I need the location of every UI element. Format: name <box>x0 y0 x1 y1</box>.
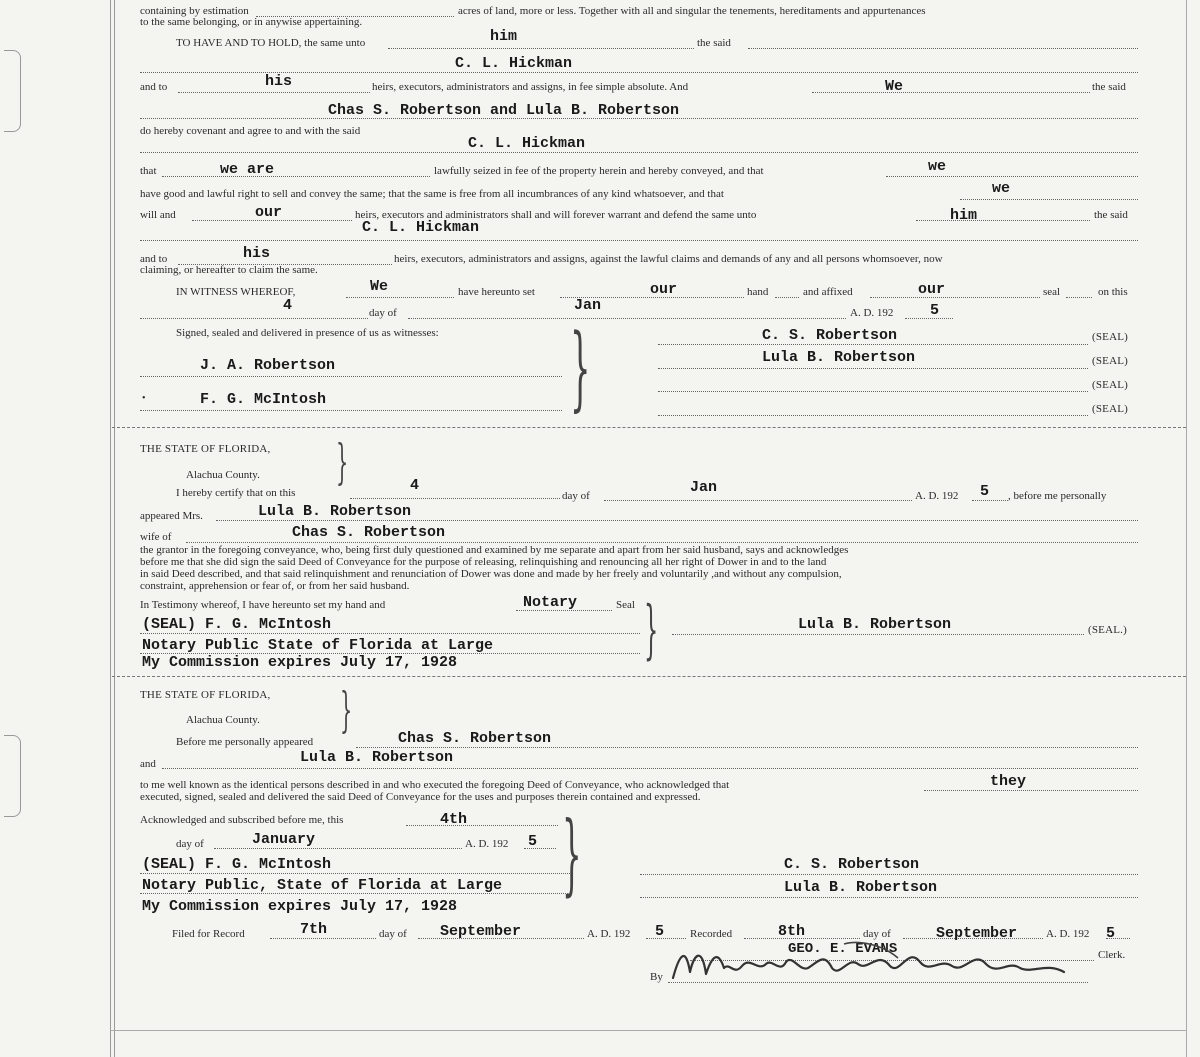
brace: } <box>562 802 582 905</box>
fill-line <box>672 634 1084 635</box>
typed-value: his <box>243 245 271 262</box>
fill-line <box>356 747 1138 748</box>
margin-rule <box>110 0 115 1057</box>
typed-value: 5 <box>655 923 665 940</box>
printed-text: containing by estimation <box>140 5 249 17</box>
typed-value: Jan <box>574 297 602 314</box>
typed-value: C. L. Hickman <box>362 219 480 236</box>
fill-line <box>905 318 953 319</box>
fill-line <box>886 176 1138 177</box>
typed-value: Lula B. Robertson <box>258 503 412 520</box>
fill-line <box>140 633 640 634</box>
fill-line <box>916 220 1090 221</box>
printed-text: , before me personally <box>1008 490 1107 502</box>
typed-value: his <box>265 73 293 90</box>
printed-text: hand <box>747 286 769 298</box>
fill-line <box>972 500 1008 501</box>
witness-name: F. G. McIntosh <box>200 391 327 408</box>
printed-text: Filed for Record <box>172 928 245 940</box>
signer-name: Lula B. Robertson <box>798 616 952 633</box>
fill-line <box>812 92 1090 93</box>
typed-value: 5 <box>1106 925 1116 942</box>
printed-text: A. D. 192 <box>1046 928 1090 940</box>
binder-tab <box>4 735 21 817</box>
notary-line: (SEAL) F. G. McIntosh <box>142 616 332 633</box>
printed-text: have hereunto set <box>458 286 535 298</box>
typed-value: 4 <box>283 297 293 314</box>
fill-line <box>658 391 1088 392</box>
typed-value: 4th <box>440 811 468 828</box>
typed-value: We <box>370 278 389 295</box>
typed-value: 7th <box>300 921 328 938</box>
printed-text: executed, signed, sealed and delivered the said Deed of Conveyance for the uses and purposes therein contained and expressed. <box>140 791 701 803</box>
printed-text: and to <box>140 81 168 93</box>
printed-text: do hereby covenant and agree to and with the said <box>140 125 361 137</box>
printed-text: A. D. 192 <box>465 838 509 850</box>
notary-line: Notary Public State of Florida at Large <box>142 637 494 654</box>
printed-text: constraint, apprehension or fear of, or from her said husband. <box>140 580 410 592</box>
fill-line <box>775 297 799 298</box>
fill-line <box>214 848 462 849</box>
printed-text: have good and lawful right to sell and convey the same; that the same is free from all incumbrances of any kind whatsoever, and that <box>140 188 724 200</box>
typed-value: January <box>252 831 316 848</box>
fill-line <box>870 297 1040 298</box>
fill-line <box>186 542 1138 543</box>
printed-text: Clerk. <box>1098 949 1126 961</box>
fill-line <box>140 873 570 874</box>
printed-text: the said <box>697 37 731 49</box>
section-divider <box>112 676 1186 677</box>
printed-text: seal <box>1043 286 1061 298</box>
printed-text: acres of land, more or less. Together with all and singular the tenements, hereditaments and appurtenances <box>458 5 926 17</box>
fill-line <box>140 410 562 411</box>
fill-line <box>140 152 1138 153</box>
typed-value: Chas S. Robertson and Lula B. Robertson <box>328 102 680 119</box>
printed-text: will and <box>140 209 176 221</box>
printed-text: heirs, executors, administrators and assigns, against the lawful claims and demands of any and all persons whomsoever, now <box>394 253 943 265</box>
county-heading: Alachua County. <box>186 469 260 481</box>
printed-text: the said <box>1094 209 1128 221</box>
printed-text: the grantor in the foregoing conveyance, who, being first duly questioned and examined by me separate and apart from her said husband, says and acknowledges <box>140 544 849 556</box>
state-heading: THE STATE OF FLORIDA, <box>140 689 271 701</box>
seal-label: (SEAL) <box>1092 331 1129 343</box>
typed-value: Chas S. Robertson <box>398 730 552 747</box>
seal-label: (SEAL) <box>1092 379 1129 391</box>
fill-line <box>162 176 430 177</box>
binder-tab <box>4 50 21 132</box>
fill-line <box>604 500 912 501</box>
printed-text: A. D. 192 <box>915 490 959 502</box>
fill-line <box>346 297 454 298</box>
typed-value: him <box>490 28 518 45</box>
fill-line <box>658 415 1088 416</box>
typed-value: our <box>255 204 283 221</box>
fill-line <box>1066 297 1092 298</box>
typed-value: Lula B. Robertson <box>300 749 454 766</box>
printed-text: the said <box>1092 81 1126 93</box>
fill-line <box>640 897 1138 898</box>
brace: } <box>340 682 353 738</box>
typed-value: 5 <box>528 833 538 850</box>
fill-line <box>140 893 570 894</box>
signer-name: C. S. Robertson <box>784 856 920 873</box>
typed-value: Jan <box>690 479 718 496</box>
printed-text: day of <box>863 928 891 940</box>
printed-text: before me that she did sign the said Deed of Conveyance for the purpose of releasing, relinquishing and renouncing all her right of Dower in and to the land <box>140 556 827 568</box>
printed-text: TO HAVE AND TO HOLD, the same unto <box>176 37 366 49</box>
typed-value: 4 <box>410 477 420 494</box>
fill-line <box>178 92 370 93</box>
printed-text: that <box>140 165 157 177</box>
typed-value: We <box>885 78 904 95</box>
printed-text: day of <box>176 838 204 850</box>
printed-text: Before me personally appeared <box>176 736 314 748</box>
printed-text: Recorded <box>690 928 733 940</box>
typed-value: our <box>650 281 678 298</box>
typed-value: September <box>440 923 522 940</box>
printed-text: and <box>140 758 156 770</box>
clerk-name: GEO. E. EVANS <box>788 941 898 957</box>
fill-line <box>406 825 558 826</box>
typed-value: our <box>918 281 946 298</box>
seal-label: (SEAL.) <box>1088 624 1127 636</box>
notary-line: (SEAL) F. G. McIntosh <box>142 856 332 873</box>
typed-value: C. L. Hickman <box>468 135 586 152</box>
printed-text: day of <box>379 928 407 940</box>
typed-value: C. L. Hickman <box>455 55 573 72</box>
typed-value: we <box>928 158 947 175</box>
typed-value: they <box>990 773 1027 790</box>
fill-line <box>270 938 376 939</box>
fill-line <box>140 318 368 319</box>
printed-text: appeared Mrs. <box>140 510 203 522</box>
printed-text: to the same belonging, or in anywise appertaining. <box>140 16 363 28</box>
fill-line <box>140 376 562 377</box>
brace: } <box>336 434 349 490</box>
signer-name: C. S. Robertson <box>762 327 898 344</box>
bottom-rule <box>110 1030 1186 1031</box>
bullet: • <box>142 393 146 404</box>
seal-label: (SEAL) <box>1092 355 1129 367</box>
notary-line: Notary Public, State of Florida at Large <box>142 877 503 894</box>
notary-line: My Commission expires July 17, 1928 <box>142 654 458 671</box>
printed-text: day of <box>562 490 590 502</box>
printed-text: IN WITNESS WHEREOF, <box>176 286 296 298</box>
fill-line <box>658 344 1088 345</box>
typed-value: we <box>992 180 1011 197</box>
signer-name: Lula B. Robertson <box>762 349 916 366</box>
printed-text: A. D. 192 <box>850 307 894 319</box>
printed-text: In Testimony whereof, I have hereunto set my hand and <box>140 599 386 611</box>
printed-text: Acknowledged and subscribed before me, this <box>140 814 344 826</box>
printed-text: I hereby certify that on this <box>176 487 296 499</box>
fill-line <box>388 48 694 49</box>
fill-line <box>658 368 1088 369</box>
fill-line <box>162 768 1138 769</box>
typed-value: him <box>950 207 978 224</box>
section-divider <box>112 427 1186 428</box>
fill-line <box>140 240 1138 241</box>
typed-value: Notary <box>523 594 578 611</box>
margin-rule <box>1186 0 1187 1057</box>
printed-text: day of <box>369 307 397 319</box>
seal-label: (SEAL) <box>1092 403 1129 415</box>
clerk-signature-image <box>668 938 1088 988</box>
printed-text: heirs, executors, administrators and assigns, in fee simple absolute. And <box>372 81 689 93</box>
typed-value: we are <box>220 161 275 178</box>
printed-text: claiming, or hereafter to claim the same. <box>140 264 318 276</box>
typed-value: Chas S. Robertson <box>292 524 446 541</box>
fill-line <box>408 318 846 319</box>
printed-text: A. D. 192 <box>587 928 631 940</box>
typed-value: 5 <box>930 302 940 319</box>
printed-text: to me well known as the identical persons described in and who executed the foregoing Deed of Conveyance, who acknowledged that <box>140 779 730 791</box>
printed-text: in said Deed described, and that said relinquishment and renunciation of Dower was done and made by her freely and voluntarily ,and without any compulsion, <box>140 568 842 580</box>
county-heading: Alachua County. <box>186 714 260 726</box>
typed-value: September <box>936 925 1018 942</box>
printed-text: wife of <box>140 531 172 543</box>
printed-text: lawfully seized in fee of the property herein and hereby conveyed, and that <box>434 165 764 177</box>
printed-text: By <box>650 971 663 983</box>
fill-line <box>216 520 1138 521</box>
signer-name: Lula B. Robertson <box>784 879 938 896</box>
printed-text: Seal <box>616 599 635 611</box>
fill-line <box>748 48 1138 49</box>
fill-line <box>350 498 560 499</box>
fill-line <box>640 874 1138 875</box>
witness-name: J. A. Robertson <box>200 357 336 374</box>
fill-line <box>140 118 1138 119</box>
typed-value: 8th <box>778 923 806 940</box>
printed-text: and to <box>140 253 168 265</box>
notary-line: My Commission expires July 17, 1928 <box>142 898 458 915</box>
fill-line <box>960 199 1138 200</box>
brace: } <box>644 593 659 667</box>
printed-text: Signed, sealed and delivered in presence of us as witnesses: <box>176 327 439 339</box>
brace: } <box>570 314 591 421</box>
printed-text: on this <box>1098 286 1128 298</box>
printed-text: and affixed <box>803 286 853 298</box>
fill-line <box>924 790 1138 791</box>
typed-value: 5 <box>980 483 990 500</box>
state-heading: THE STATE OF FLORIDA, <box>140 443 271 455</box>
printed-text: heirs, executors and administrators shall and will forever warrant and defend the same unto <box>355 209 757 221</box>
